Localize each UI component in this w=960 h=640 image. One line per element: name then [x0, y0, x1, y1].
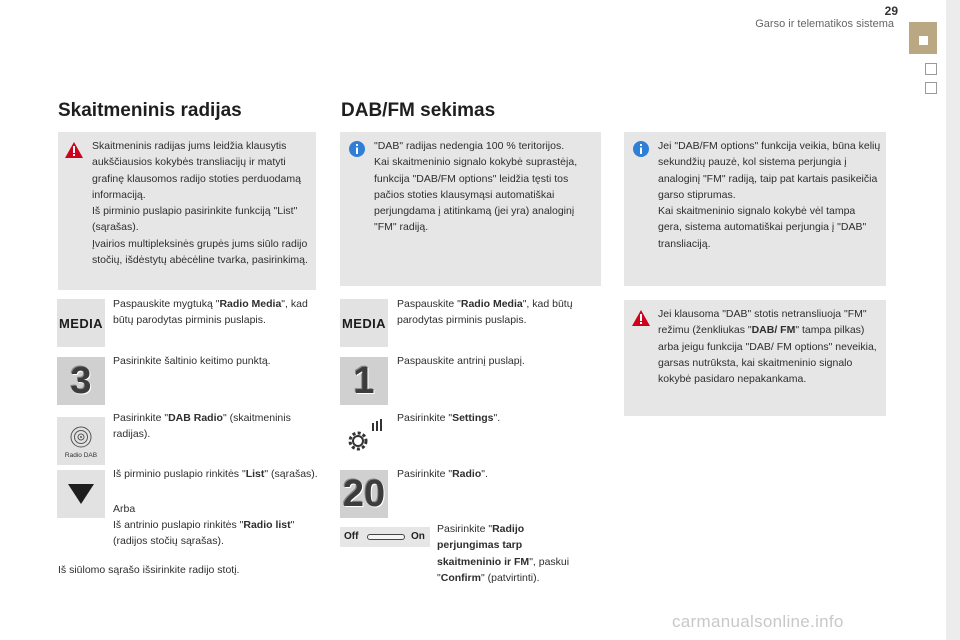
watermark: carmanualsonline.info	[672, 612, 844, 631]
section-title: Garso ir telematikos sistema	[755, 18, 894, 30]
empty-box-1	[925, 63, 937, 75]
right-step-media: Paspauskite "Radio Media", kad būtų parodytas pirminis puslapis.	[397, 298, 573, 327]
toggle-track	[367, 534, 405, 540]
left-step-media: Paspauskite mygtuką "Radio Media", kad būtų parodytas pirminis puslapis.	[113, 298, 308, 327]
info-icon	[349, 141, 365, 157]
info-icon-2	[633, 141, 649, 157]
warning-icon	[65, 142, 83, 158]
right-step-secondary: Paspauskite antrinį puslapį.	[397, 355, 525, 367]
left-step-source: Pasirinkite šaltinio keitimo punktą.	[113, 355, 271, 367]
toggle-off-label: Off	[344, 531, 359, 542]
right-title: DAB/FM sekimas	[341, 100, 496, 121]
info-box-1	[340, 132, 601, 286]
step-number-3: 3	[57, 357, 105, 405]
down-arrow-icon	[68, 484, 94, 504]
left-title: Skaitmeninis radijas	[58, 100, 242, 121]
left-step-dab: Pasirinkite "DAB Radio" (skaitmeninis radijas).	[113, 412, 291, 441]
radio-dab-icon	[61, 421, 101, 461]
page-number: 29	[884, 4, 898, 18]
settings-icon	[342, 419, 386, 459]
radio-dab-tile	[57, 417, 105, 465]
chapter-marker	[919, 36, 928, 45]
media-label-right: MEDIA	[342, 315, 386, 331]
toggle-on-label: On	[411, 531, 425, 542]
warning-icon-2	[632, 310, 650, 326]
left-step-or: Arba	[113, 503, 136, 515]
right-warning-box	[624, 300, 886, 416]
right-warning-text: Jei klausoma "DAB" stotis netransliuoja "FM" režimu (ženkliukas "DAB/ FM" tampa pilkas) arba jeigu funkcija "DAB/ FM options" neveikia, garsas nutrūksta, kai skaitmeninio signalo kokybė pasidaro nepakankama.	[658, 308, 877, 386]
right-step-radio: Pasirinkite "Radio".	[397, 468, 488, 480]
info-text-1: "DAB" radijas nedengia 100 % teritorijos. Kai skaitmeninio signalo kokybė suprastėja, funkcija "DAB/FM options" leidžia tęsti tos pačios stoties klausymąsi automatiškai perjungdama į atitinkamą (jei yra) analoginį "FM" radiją.	[374, 140, 578, 234]
toggle-switch	[340, 527, 430, 547]
step-number-1: 1	[340, 357, 388, 405]
info-box-2	[624, 132, 886, 286]
chapter-tab	[909, 22, 937, 54]
media-label: MEDIA	[59, 315, 103, 331]
radio-dab-label: Radio DAB	[64, 452, 98, 459]
left-warning-box	[58, 132, 316, 290]
right-step-switch: Pasirinkite "Radijo perjungimas tarp skaitmeninio ir FM", paskui "Confirm" (patvirtinti).	[437, 523, 570, 584]
media-button-tile-right	[340, 299, 388, 347]
info-text-2: Jei "DAB/FM options" funkcija veikia, būna kelių sekundžių pauzė, kol sistema perjungia į analoginį "FM" radiją, taip pat kartais pasikeičia garso stiprumas. Kai skaitmeninio signalo kokybė vėl tampa gera, sistema automatiškai perjungia į "DAB" transliaciją.	[658, 140, 881, 250]
left-step-list: Iš pirminio puslapio rinkitės "List" (sąrašas).	[113, 468, 318, 480]
right-step-settings: Pasirinkite "Settings".	[397, 412, 501, 424]
left-warning-text: Skaitmeninis radijas jums leidžia klausytis aukščiausios kokybės transliacijų ir matyti grafinę klausomos radijo stoties perduodamą informaciją. Iš pirminio puslapio pasirinkite funkciją "List" (sąrašas). Įvairios multipleksinės grupės jums siūlo radijo stočių, išdėstytų abėcėline tvarka, pasirinkimą.	[92, 140, 308, 267]
left-step-list2: Iš antrinio puslapio rinkitės "Radio list" (radijos stočių sąrašas).	[113, 519, 295, 548]
down-arrow-tile	[57, 470, 105, 518]
empty-box-2	[925, 82, 937, 94]
settings-tile	[340, 415, 388, 463]
media-button-tile	[57, 299, 105, 347]
left-final-text: Iš siūlomo sąrašo išsirinkite radijo stotį.	[58, 564, 240, 576]
page-edge	[946, 0, 960, 640]
step-number-20: 20	[340, 470, 388, 518]
